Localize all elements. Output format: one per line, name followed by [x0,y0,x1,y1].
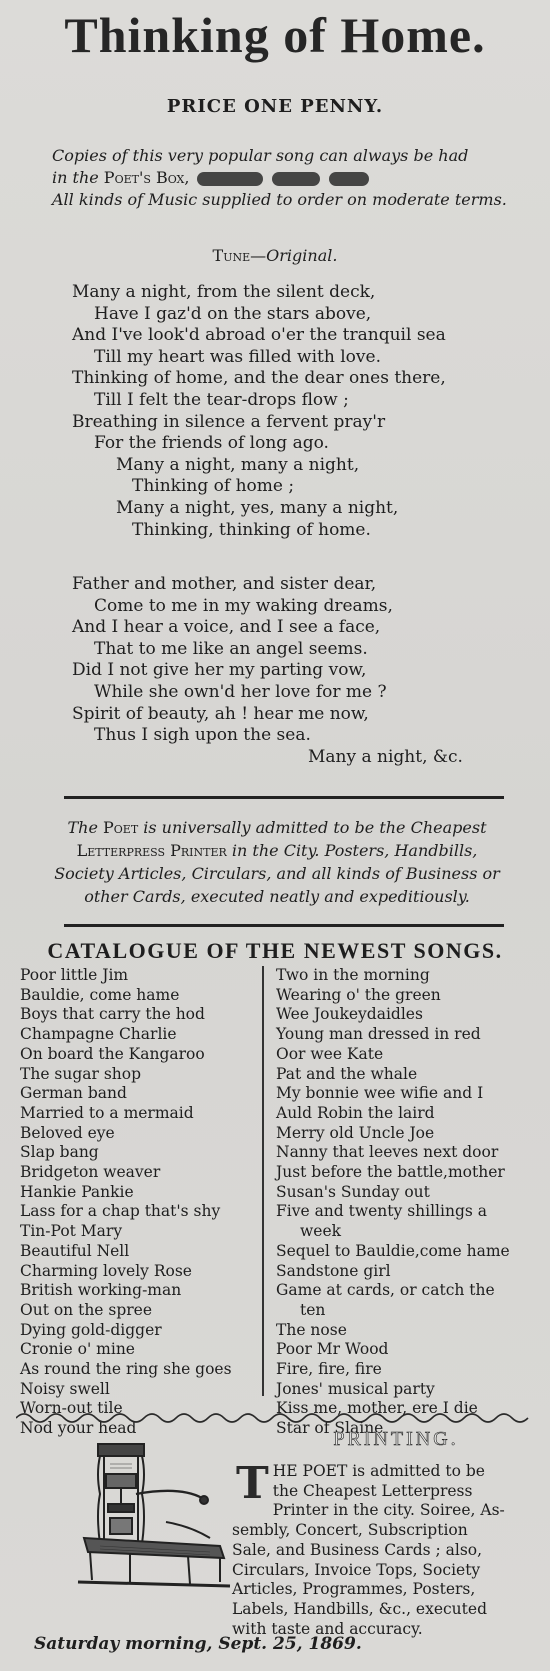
song-item: Champagne Charlie [20,1025,177,1044]
song-item: My bonnie wee wifie and I [276,1084,484,1103]
chorus-line: Thinking, thinking of home. [132,519,371,540]
verse-line: Till my heart was filled with love. [94,346,381,367]
song-item: Two in the morning [276,966,430,984]
song-item: Sequel to Bauldie,come hame [276,1241,510,1260]
catalogue-heading: CATALOGUE OF THE NEWEST SONGS. [47,938,503,963]
copies-line-2: in the Poet's Box, [52,167,532,189]
song-item: The sugar shop [20,1064,142,1083]
song-item: Slap bang [20,1143,99,1162]
song-item: Nod your head [20,1419,137,1438]
song-item: Noisy swell [20,1379,110,1398]
verse-line: Thinking of home, and the dear ones there, [72,368,446,389]
copies-line-3: All kinds of Music supplied to order on moderate terms. [52,190,507,209]
verse-2 [72,574,532,768]
song-item: Young man dressed in red [276,1025,481,1044]
copies-notice [52,145,532,211]
song-item: Poor little Jim [20,966,129,984]
printing-line: Sale, and Business Cards ; also, [232,1540,483,1559]
divider-rule [64,796,504,799]
song-item: British working-man [20,1281,182,1300]
song-item-continuation: ten [300,1300,326,1319]
song-item: Nanny that leeves next door [276,1143,499,1162]
chorus-line: Many a night, yes, many a night, [116,497,399,518]
song-item: Bauldie, come hame [20,985,180,1004]
song-item: Hankie Pankie [20,1182,134,1201]
song-item: Boys that carry the hod [20,1005,205,1024]
song-item: As round the ring she goes [20,1360,232,1379]
song-item: Auld Robin the laird [276,1103,435,1122]
column-divider [262,966,264,1396]
verse-line: Have I gaz'd on the stars above, [94,303,372,324]
price-line: PRICE ONE PENNY. [166,96,384,117]
verse-line: Thus I sigh upon the sea. [94,725,311,746]
printing-press-illustration [70,1434,240,1594]
song-item: Out on the spree [20,1300,153,1319]
printing-line: sembly, Concert, Subscription [232,1521,468,1540]
printing-line: Articles, Programmes, Posters, [232,1580,476,1599]
wavy-divider [16,1410,536,1426]
printing-line: Labels, Handbills, &c., executed [232,1599,487,1618]
song-item: Married to a mermaid [20,1103,194,1122]
song-item: On board the Kangaroo [20,1044,205,1063]
refrain-line: Many a night, &c. [308,746,463,767]
song-item: The nose [276,1320,347,1339]
poets-box-label: Poet's Box, [103,168,190,187]
song-item-continuation: week [300,1222,342,1241]
ink-blot [329,172,369,186]
poet-advertisement: The Poet is universally admitted to be the Cheapest Letterpress Printer in the City. Posters, Handbills, Society Articles, Circulars, and all kinds of Business or other Cards, executed neatly and expeditiously. [54,818,500,906]
drop-cap: T [236,1458,269,1509]
song-item: Beloved eye [20,1123,115,1142]
song-item: Wee Joukeydaidles [276,1005,423,1024]
tune-line: Tune—Original. [212,246,338,265]
song-item: Oor wee Kate [276,1044,384,1063]
catalogue-right-column [276,966,541,1439]
song-item: Cronie o' mine [20,1340,135,1359]
catalogue-left-column [20,966,260,1439]
song-item: Worn-out tile [20,1399,123,1418]
song-item: Five and twenty shillings a [276,1202,487,1221]
song-item: Merry old Uncle Joe [276,1123,435,1142]
chorus-line: Many a night, many a night, [116,454,360,475]
ink-blot [197,172,263,186]
verse-line: And I've look'd abroad o'er the tranquil sea [72,325,446,346]
printing-line: Printer in the city. Soiree, As- [272,1501,505,1520]
chorus-line: Thinking of home ; [132,476,295,497]
verse-line: Father and mother, and sister dear, [72,574,377,594]
copies-line-1: Copies of this very popular song can always be had [52,146,469,165]
song-item: Lass for a chap that's shy [20,1202,221,1221]
verse-line: Till I felt the tear-drops flow ; [94,389,349,410]
song-item: Tin-Pot Mary [20,1222,123,1241]
verse-line: Many a night, from the silent deck, [72,282,376,302]
song-item: Sandstone girl [276,1261,391,1280]
verse-line: While she own'd her love for me ? [94,681,387,702]
printing-line: the Cheapest Letterpress [272,1481,473,1500]
song-item: German band [20,1084,127,1103]
song-item: Charming lovely Rose [20,1261,192,1280]
verse-line: Spirit of beauty, ah ! hear me now, [72,703,369,724]
printing-advertisement [232,1458,532,1639]
song-item: Wearing o' the green [276,985,441,1004]
verse-line: And I hear a voice, and I see a face, [72,617,381,638]
song-item: Bridgeton weaver [20,1163,161,1182]
song-item: Kiss me, mother, ere I die [276,1399,478,1418]
song-item: Dying gold-digger [20,1320,162,1339]
publication-date: Saturday morning, Sept. 25, 1869. [34,1634,362,1654]
verse-1 [72,282,532,541]
song-item: Poor Mr Wood [276,1340,389,1359]
verse-line: Come to me in my waking dreams, [94,595,393,616]
song-item: Beautiful Nell [20,1241,130,1260]
song-item: Game at cards, or catch the [276,1281,495,1300]
song-item: Just before the battle,mother [276,1163,505,1182]
song-item: Susan's Sunday out [276,1182,430,1201]
ink-blot [272,172,320,186]
printing-line: with taste and accuracy. [232,1619,423,1638]
song-title: Thinking of Home. [64,7,486,63]
verse-line: For the friends of long ago. [94,433,329,454]
printing-heading: PRINTING. [333,1428,459,1450]
verse-line: Breathing in silence a fervent pray'r [72,411,386,432]
song-item: Jones' musical party [276,1379,435,1398]
verse-line: That to me like an angel seems. [94,638,368,659]
song-item: Star of Slaine [276,1419,384,1438]
verse-line: Did I not give her my parting vow, [72,660,367,681]
divider-rule [64,924,504,927]
printing-line: Circulars, Invoice Tops, Society [232,1560,481,1579]
song-item: Fire, fire, fire [276,1360,382,1379]
song-item: Pat and the whale [276,1064,418,1083]
printing-line: HE POET is admitted to be [272,1462,485,1480]
